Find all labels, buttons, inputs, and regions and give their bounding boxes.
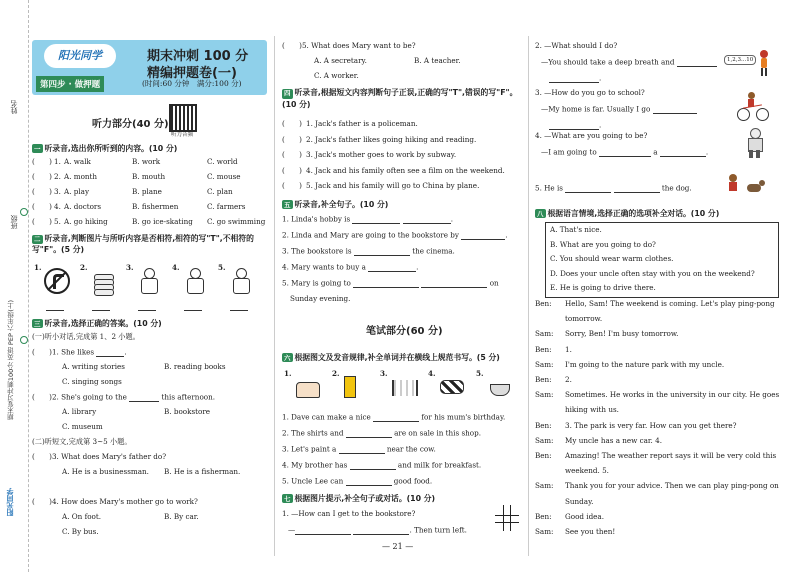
spine-hole xyxy=(20,336,28,344)
s7-q3: 3. —How do you go to school? xyxy=(535,88,645,97)
s3-q4-option-b: B. By car. xyxy=(164,512,199,521)
s2-answer-box xyxy=(46,300,64,311)
dialog-line: Sorry, Ben! I'm busy tomorrow. xyxy=(565,329,679,339)
section-badge: 五 xyxy=(284,201,291,209)
s7-a2-cont: . xyxy=(549,74,601,83)
section-4-heading xyxy=(282,87,527,110)
dialog-line: Thank you for your advice. Then we can play ping-pong on xyxy=(565,481,779,491)
heading-text: 听录音,补全句子。(10 分) xyxy=(294,200,389,209)
s8-option: E. He is going to drive there. xyxy=(550,283,656,292)
s6-line-4: 4. My brother has and milk for breakfast. xyxy=(282,460,482,470)
s4-bracket: ( ) xyxy=(282,119,302,128)
s1-option-b: B. work xyxy=(132,157,161,166)
s1-number: 4. xyxy=(54,202,61,211)
dialog-speaker: Sam: xyxy=(535,527,554,536)
s3-q2: ( )2. She's going to the this afternoon. xyxy=(32,392,216,402)
spine-brand: 阳光同学 xyxy=(6,488,14,516)
s3-q3-option-a: A. He is a businessman. xyxy=(62,467,149,476)
s1-option-a: A. month xyxy=(64,172,98,181)
heading-text: 听录音,选出你所听到的内容。(10 分) xyxy=(44,144,178,153)
heading-text: 根据图片提示,补全句子或对话。(10 分) xyxy=(294,494,436,503)
s2-number: 4. xyxy=(172,263,180,272)
column-2 xyxy=(282,0,527,572)
dialog-speaker: Sam: xyxy=(535,481,554,491)
spine-class-label: 班级 xyxy=(10,215,18,229)
s1-number: 1. xyxy=(54,157,61,166)
s3-q1-option-b: B. reading books xyxy=(164,362,226,371)
s4-bracket: ( ) xyxy=(282,150,302,159)
stack-of-coins-icon xyxy=(90,268,116,294)
dialog-speaker: Ben: xyxy=(535,299,552,308)
s3-q5-option-c: C. A worker. xyxy=(314,71,359,80)
dialog-speaker: Sam: xyxy=(535,390,554,400)
spine-title: 期末复习冲刺100分 英语 PEP 六年级(上) xyxy=(7,300,15,421)
dialog-speaker: Ben: xyxy=(535,420,552,430)
s2-answer-box xyxy=(138,300,156,311)
s2-number: 3. xyxy=(126,263,134,272)
dialog-line: My uncle has a new car. 4. xyxy=(565,435,662,445)
section-1-heading xyxy=(32,143,177,154)
s1-option-b: B. fishermen xyxy=(132,202,179,211)
s5-line-5b: Sunday evening. xyxy=(290,294,351,303)
worker-figure-icon xyxy=(743,128,767,158)
spine-name-label: 姓名 xyxy=(10,100,18,114)
s1-option-a: A. doctors xyxy=(64,202,102,211)
s1-option-c: C. farmers xyxy=(207,202,246,211)
s2-answer-box xyxy=(184,300,202,311)
s8-option: B. What are you going to do? xyxy=(550,239,656,249)
dialog-line: weekend. 5. xyxy=(565,466,609,476)
heading-text: 听录音,判断图片与所听内容是否相符,相符的写"T",不相符的写"F"。(5 分) xyxy=(32,234,254,255)
s1-number: 2. xyxy=(54,172,61,181)
s1-bracket: ( ) xyxy=(32,187,52,196)
dialog-line: Amazing! The weather report says it will be very cold this xyxy=(565,451,777,460)
s3-q5-option-b: B. A teacher. xyxy=(414,56,461,65)
s7-q1: 1. —How can I get to the bookstore? xyxy=(282,509,416,518)
section-3-heading xyxy=(32,318,162,329)
picture-shape xyxy=(490,384,510,396)
dialog-speaker: Ben: xyxy=(535,451,552,460)
s6-number: 4. xyxy=(428,369,436,378)
s1-option-c: C. world xyxy=(207,157,238,166)
section-8-heading xyxy=(535,208,719,219)
s6-number: 5. xyxy=(476,369,484,378)
dialog-line: 1. xyxy=(565,344,572,354)
section-7-heading xyxy=(282,493,435,504)
s4-item: 4. Jack and his family often see a film on the weekend. xyxy=(306,165,505,175)
qr-caption: 听力音频 xyxy=(171,132,194,138)
section-badge: 二 xyxy=(34,235,41,243)
picture-shape xyxy=(344,376,356,398)
s3-q2-option-a: A. library xyxy=(62,407,97,416)
s7-q4: 4. —What are you going to be? xyxy=(535,131,648,140)
section-badge: 八 xyxy=(537,210,544,218)
heading-text: 根据图文及发音规律,补全单词并在横线上规范书写。(5 分) xyxy=(294,353,500,362)
exam-meta: (时间:60 分钟 满分:100 分) xyxy=(142,79,242,88)
picture-shape xyxy=(392,380,418,396)
s3-q1-option-c: C. singing songs xyxy=(62,377,122,386)
body-shape xyxy=(187,278,204,294)
s8-option: A. That's nice. xyxy=(550,225,602,234)
s4-item: 5. Jack and his family will go to China by plane. xyxy=(306,181,480,190)
s6-line-5: 5. Uncle Lee can good food. xyxy=(282,476,433,486)
s2-answer-box xyxy=(230,300,248,311)
s3-q3: ( )3. What does Mary's father do? xyxy=(32,452,167,461)
heading-text: 根据语言情境,选择正确的选项补全对话。(10 分) xyxy=(547,209,720,218)
s6-line-2: 2. The shirts and are on sale in this shop. xyxy=(282,428,481,438)
dialog-line: hiking with us. xyxy=(565,405,619,415)
s1-option-b: B. plane xyxy=(132,187,162,196)
s3-q5-option-a: A. A secretary. xyxy=(314,56,367,65)
s1-option-a: A. go hiking xyxy=(64,217,108,226)
singer-icon xyxy=(182,268,208,294)
s6-number: 2. xyxy=(332,369,340,378)
heading-text: 听录音,根据短文内容判断句子正误,正确的写"T",错误的写"F"。(10 分) xyxy=(282,88,518,109)
section-badge: 一 xyxy=(34,145,41,153)
s8-option: D. Does your uncle often stay with you on the weekend? xyxy=(550,268,755,278)
clothes-icon xyxy=(342,374,370,398)
s4-bracket: ( ) xyxy=(282,181,302,190)
listening-title: 听力部分(40 分) xyxy=(92,119,169,130)
s2-answer-box xyxy=(92,300,110,311)
dialog-speaker: Ben: xyxy=(535,344,552,354)
s2-number: 1. xyxy=(34,263,42,272)
body-shape xyxy=(141,278,158,294)
section-badge: 四 xyxy=(284,89,291,97)
fisherman-icon xyxy=(136,268,162,294)
s8-option: C. You should wear warm clothes. xyxy=(550,254,674,263)
s1-option-a: A. play xyxy=(64,187,90,196)
s1-bracket: ( ) xyxy=(32,172,52,181)
s3-q1: ( )1. She likes . xyxy=(32,347,127,357)
s5-line-3: 3. The bookstore is the cinema. xyxy=(282,246,455,256)
girl-figure-icon xyxy=(757,50,771,76)
s2-number: 5. xyxy=(218,263,226,272)
exam-title-2: 精编押题卷(一) xyxy=(147,66,237,81)
no-left-turn-icon xyxy=(44,268,70,294)
dialog-line: Sunday. xyxy=(565,496,594,506)
column-1 xyxy=(32,0,267,572)
dialog-line: 2. xyxy=(565,375,572,384)
boy-with-dog-icon xyxy=(725,174,775,198)
body-shape xyxy=(233,278,250,294)
step-label: 第四步 · 做押题 xyxy=(36,76,104,92)
s2-number: 2. xyxy=(80,263,88,272)
s1-bracket: ( ) xyxy=(32,217,52,226)
binding-spine xyxy=(0,0,29,572)
cow-icon xyxy=(438,374,466,398)
section-badge: 三 xyxy=(34,320,41,328)
s1-option-c: C. plan xyxy=(207,187,233,196)
section-6-heading xyxy=(282,352,500,363)
s4-bracket: ( ) xyxy=(282,165,302,175)
s5-line-2: 2. Linda and Mary are going to the bookstore by . xyxy=(282,230,508,240)
s1-option-c: C. go swimming xyxy=(207,217,266,226)
crossroad-icon xyxy=(495,505,519,531)
cooking-icon xyxy=(486,374,514,398)
s4-item: 1. Jack's father is a policeman. xyxy=(306,119,418,128)
dialog-speaker: Sam: xyxy=(535,435,554,445)
dialog-line: See you then! xyxy=(565,527,616,536)
column-3 xyxy=(535,0,785,572)
counting-bubble: 1,2,3...10 xyxy=(724,55,756,65)
page-number: — 21 — xyxy=(382,542,414,551)
s4-bracket: ( ) xyxy=(282,134,302,144)
s1-option-c: C. mouse xyxy=(207,172,241,181)
heading-text: 听录音,选择正确的答案。(10 分) xyxy=(44,319,162,328)
picture-shape xyxy=(296,382,320,398)
s3-q4-option-c: C. By bus. xyxy=(62,527,99,536)
s7-q2: 2. —What should I do? xyxy=(535,41,618,50)
exam-title-1: 期末冲刺 100 分 xyxy=(147,49,249,64)
s1-number: 5. xyxy=(54,217,61,226)
column-divider xyxy=(528,36,529,556)
s7-a4: —I am going to a . xyxy=(541,147,709,157)
picture-shape xyxy=(440,380,464,394)
options-box xyxy=(545,222,779,298)
s1-option-b: B. go ice-skating xyxy=(132,217,193,226)
dialog-speaker: Ben: xyxy=(535,375,552,384)
dialog-speaker: Ben: xyxy=(535,511,552,521)
s3-q2-option-c: C. museum xyxy=(62,422,103,431)
section-5-heading xyxy=(282,199,388,210)
s1-bracket: ( ) xyxy=(32,202,52,211)
qr-code xyxy=(171,106,195,130)
dialog-line: Hello, Sam! The weekend is coming. Let's play ping-pong xyxy=(565,299,775,308)
s7-q5: 5. He is the dog. xyxy=(535,183,692,193)
s1-number: 3. xyxy=(54,187,61,196)
s3-q5: ( )5. What does Mary want to be? xyxy=(282,41,416,50)
s7-a1: — . Then turn left. xyxy=(288,525,467,535)
s3-sub1: (一)听小对话,完成第 1、2 小题。 xyxy=(32,332,140,341)
s3-q3-option-b: B. He is a fisherman. xyxy=(164,467,241,476)
s1-bracket: ( ) xyxy=(32,157,52,166)
written-title: 笔试部分(60 分) xyxy=(366,326,443,337)
spine-hole xyxy=(20,208,28,216)
section-badge: 七 xyxy=(284,495,291,503)
s3-q1-option-a: A. writing stories xyxy=(62,362,125,371)
section-2-heading xyxy=(32,233,267,256)
s4-item: 3. Jack's mother goes to work by subway. xyxy=(306,150,457,159)
s1-option-a: A. walk xyxy=(64,157,91,166)
s6-number: 3. xyxy=(380,369,388,378)
cake-icon xyxy=(294,374,322,398)
section-badge: 六 xyxy=(284,354,291,362)
logo-text: 阳光同学 xyxy=(58,49,102,62)
s6-line-3: 3. Let's paint a near the cow. xyxy=(282,444,436,454)
column-divider xyxy=(274,36,275,556)
s3-q4: ( )4. How does Mary's mother go to work? xyxy=(32,497,198,506)
bike-rider-icon xyxy=(737,92,769,120)
header-logo xyxy=(44,44,116,68)
s3-q4-option-a: A. On foot. xyxy=(62,512,102,521)
s6-line-1: 1. Dave can make a nice for his mum's birthday. xyxy=(282,412,506,422)
dialog-speaker: Sam: xyxy=(535,329,554,339)
s7-a3: —My home is far. Usually I go xyxy=(541,105,697,114)
dialog-speaker: Sam: xyxy=(535,359,554,369)
student-icon xyxy=(228,268,254,294)
s5-line-4: 4. Mary wants to buy a . xyxy=(282,262,419,272)
dialog-line: tomorrow. xyxy=(565,314,603,324)
s6-number: 1. xyxy=(284,369,292,378)
coin-shape xyxy=(94,289,114,296)
dialog-line: Sometimes. He works in the university in our city. He goes xyxy=(565,390,780,400)
dialog-line: I'm going to the nature park with my uncle. xyxy=(565,359,725,369)
s5-line-1: 1. Linda's hobby is . xyxy=(282,214,454,224)
dialog-line: 3. The park is very far. How can you get there? xyxy=(565,420,737,430)
dialog-line: Good idea. xyxy=(565,511,605,521)
s7-a2: —You should take a deep breath and xyxy=(541,58,717,67)
s5-line-5: 5. Mary is going to on xyxy=(282,278,499,288)
s1-option-b: B. mouth xyxy=(132,172,166,181)
s3-q2-option-b: B. bookstore xyxy=(164,407,211,416)
s3-sub2: (二)听短文,完成第 3~5 小题。 xyxy=(32,437,132,446)
s7-a3-cont: . xyxy=(549,121,601,130)
fence-icon xyxy=(390,374,418,398)
s4-item: 2. Jack's father likes going hiking and reading. xyxy=(306,134,477,144)
